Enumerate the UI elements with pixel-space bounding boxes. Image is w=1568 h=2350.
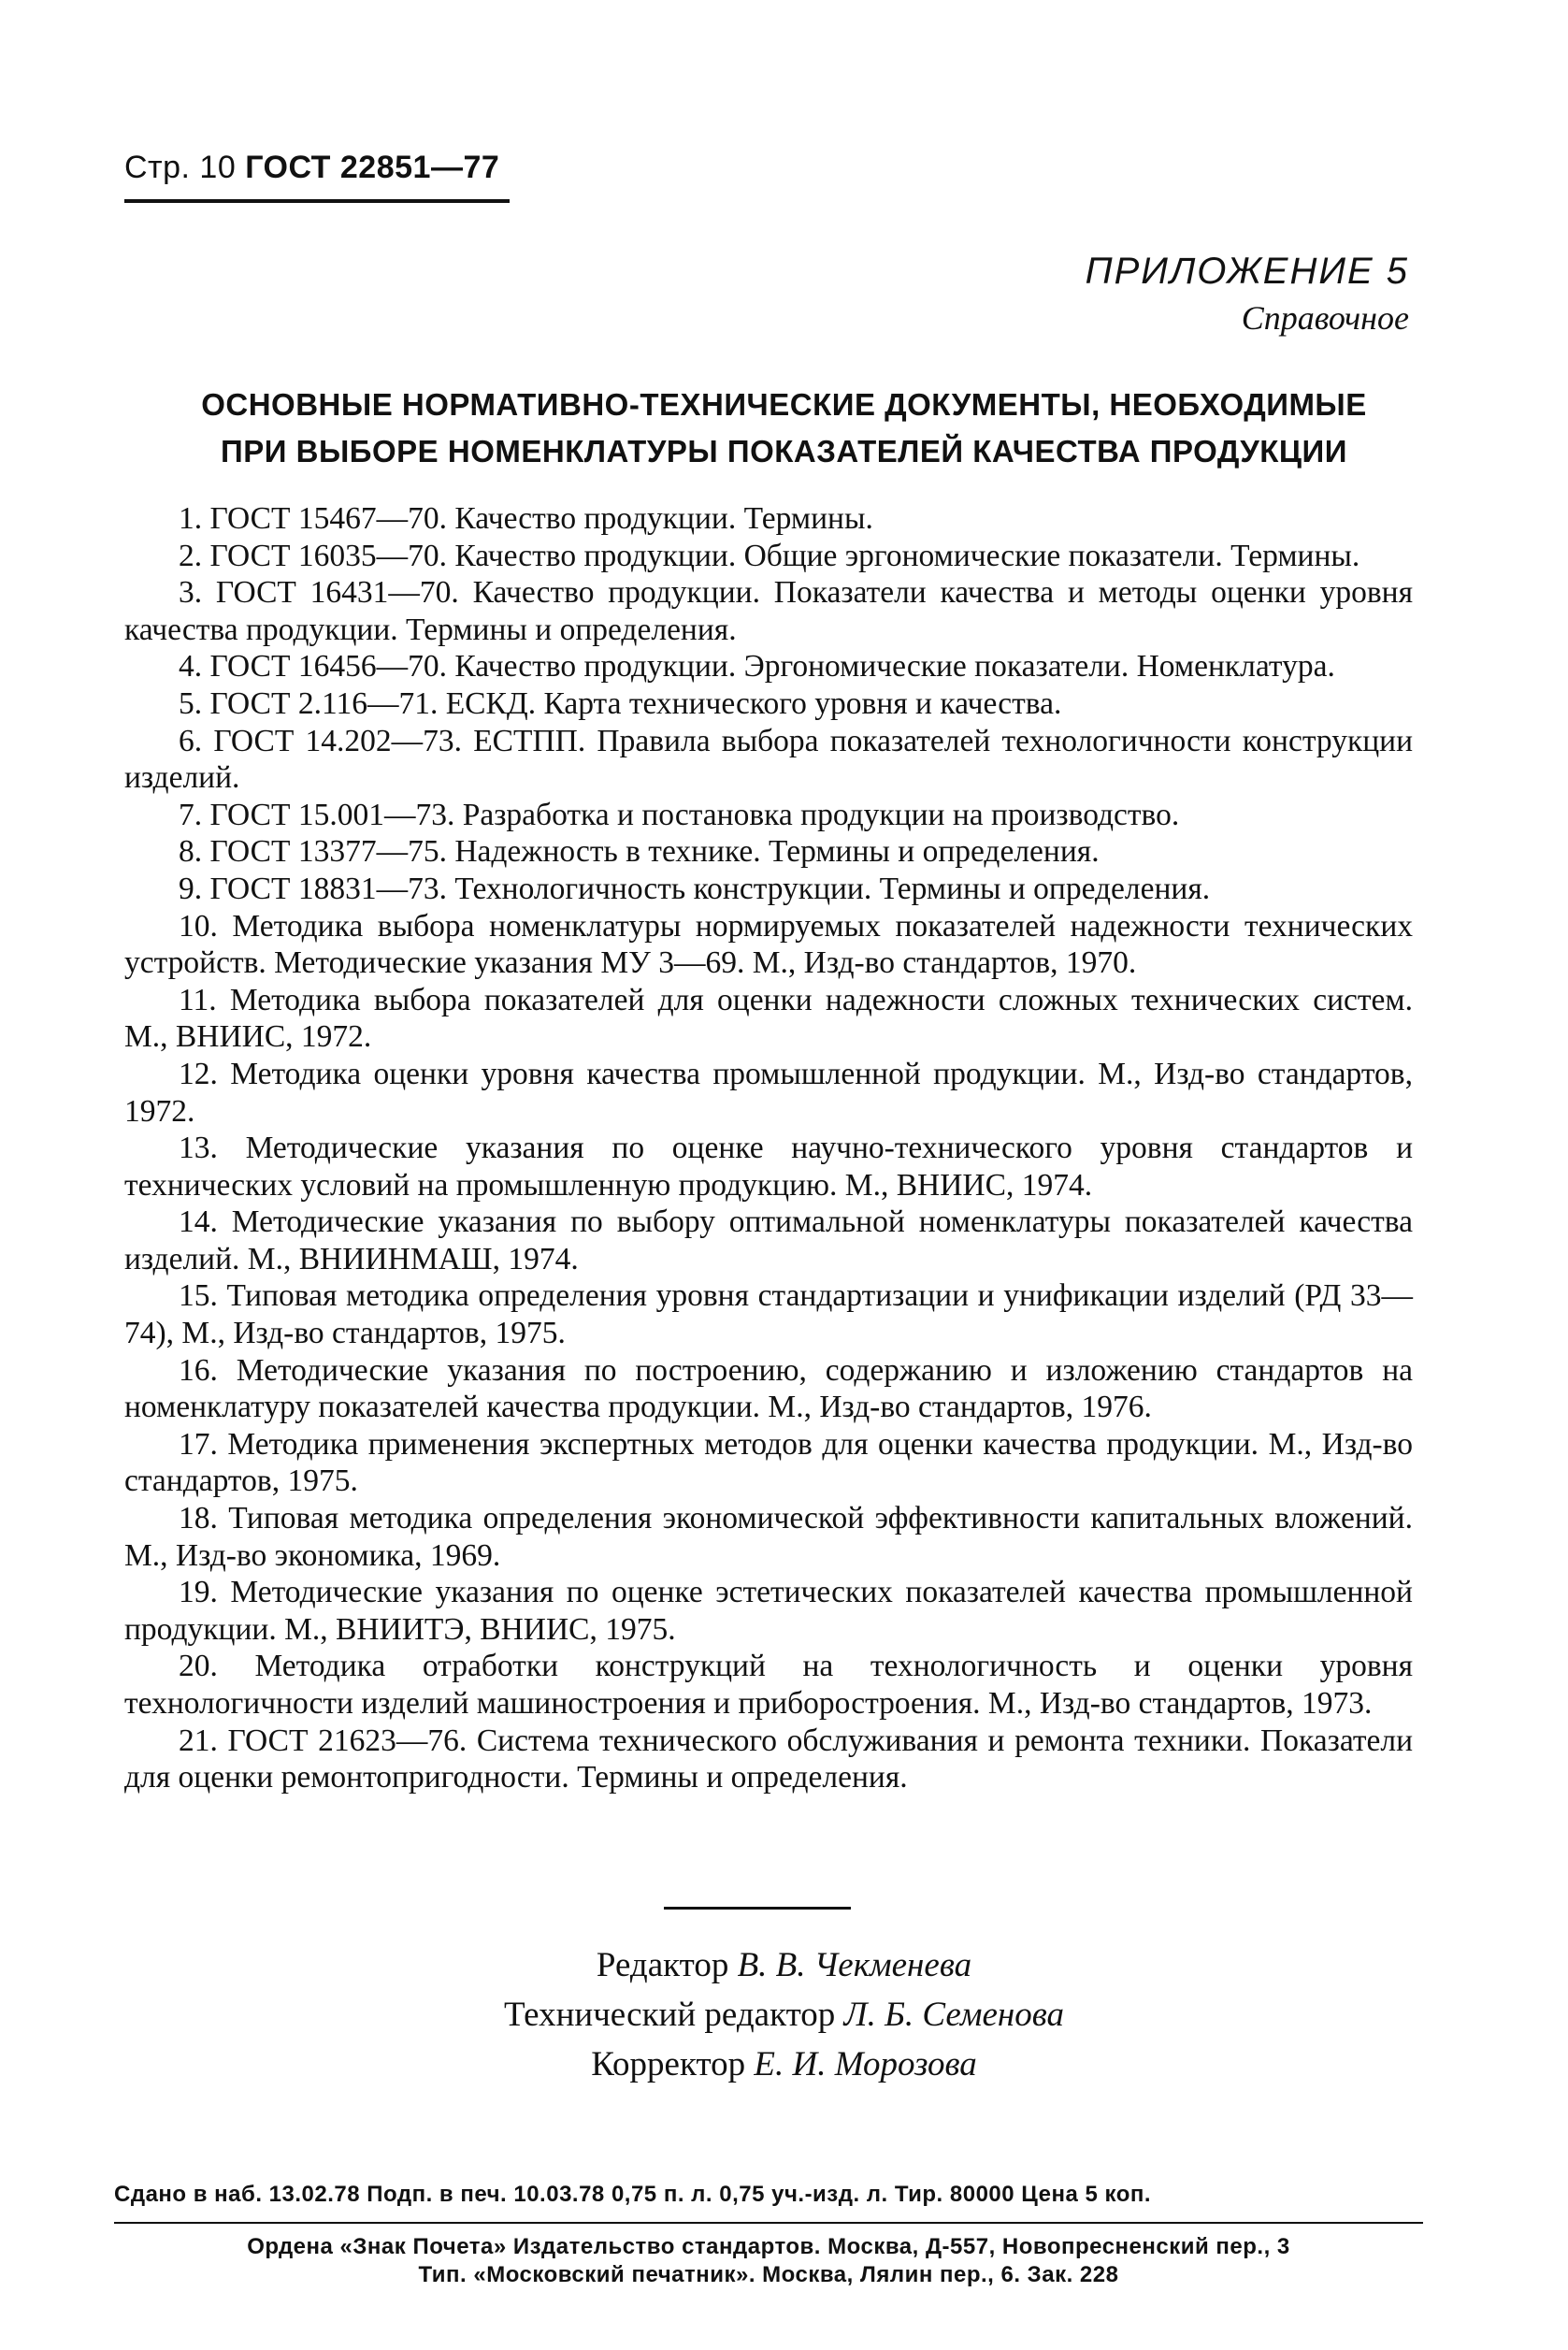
title-line-1: ОСНОВНЫЕ НОРМАТИВНО-ТЕХНИЧЕСКИЕ ДОКУМЕНТЫ, НЕОБХОДИМЫЕ [201,387,1367,422]
reference-item: 17. Методика применения экспертных методов для оценки качества продукции. М., Изд-во стандартов, 1975. [124,1426,1413,1499]
publisher-line: Ордена «Знак Почета» Издательство стандартов. Москва, Д-557, Новопресненский пер., 3 [247,2234,1290,2259]
reference-item: 20. Методика отработки конструкций на технологичность и оценки уровня технологичности изделий машиностроения и приборостроения. М., Изд-во стандартов, 1973. [124,1649,1413,1721]
appendix-number: ПРИЛОЖЕНИЕ 5 [1085,251,1409,292]
page-label: Стр. 10 [124,150,237,185]
reference-item: 5. ГОСТ 2.116—71. ЕСКД. Карта технического уровня и качества. [179,685,1062,721]
section-divider [664,1907,851,1910]
tech-editor-name: Л. Б. Семенова [843,1996,1065,2034]
header-divider [124,199,510,203]
publisher-imprint [114,2233,1423,2289]
reference-item: 18. Типовая методика определения экономической эффективности капитальных вложений. М., Изд-во экономика, 1969. [124,1501,1413,1573]
reference-item: 15. Типовая методика определения уровня стандартизации и унификации изделий (РД 33—74), М., Изд-во стандартов, 1975. [124,1278,1413,1351]
reference-item: 13. Методические указания по оценке научно-технического уровня стандартов и технических условий на промышленную продукцию. М., ВНИИС, 1974. [124,1131,1413,1203]
tech-editor-role: Технический редактор [503,1996,836,2034]
reference-item: 6. ГОСТ 14.202—73. ЕСТПП. Правила выбора показателей технологичности конструкции изделий. [124,723,1413,796]
reference-item: 16. Методические указания по построению, содержанию и изложению стандартов на номенклатуру показателей качества продукции. М., Изд-во стандартов, 1976. [124,1352,1413,1425]
title-line-2: ПРИ ВЫБОРЕ НОМЕНКЛАТУРЫ ПОКАЗАТЕЛЕЙ КАЧЕСТВА ПРОДУКЦИИ [221,434,1347,469]
standard-number: ГОСТ 22851—77 [245,150,500,185]
proofreader-line [281,2040,1287,2089]
document-title [140,382,1428,475]
editor-line [281,1940,1287,1990]
reference-item: 10. Методика выбора номенклатуры нормируемых показателей надежности технических устройств. Методические указания МУ 3—69. М., Изд-во стандартов, 1970. [124,908,1413,981]
reference-item: 2. ГОСТ 16035—70. Качество продукции. Общие эргономические показатели. Термины. [179,538,1360,573]
reference-item: 14. Методические указания по выбору оптимальной номенклатуры показателей качества изделий. М., ВНИИНМАШ, 1974. [124,1204,1413,1276]
proofreader-name: Е. И. Морозова [754,2045,977,2083]
reference-item: 8. ГОСТ 13377—75. Надежность в технике. Термины и определения. [179,834,1100,870]
running-header [124,150,499,186]
printer-line: Тип. «Московский печатник». Москва, Лялин пер., 6. Зак. 228 [418,2262,1119,2287]
reference-item: 19. Методические указания по оценке эстетических показателей качества промышленной продукции. М., ВНИИТЭ, ВНИИС, 1975. [124,1575,1413,1647]
reference-item: 9. ГОСТ 18831—73. Технологичность конструкции. Термины и определения. [179,871,1211,906]
editor-name: В. В. Чекменева [737,1946,972,1984]
production-imprint: Сдано в наб. 13.02.78 Подп. в печ. 10.03.78 0,75 п. л. 0,75 уч.-изд. л. Тир. 80000 Цена 5 коп. [114,2182,1152,2207]
tech-editor-line [281,1990,1287,2040]
reference-item: 3. ГОСТ 16431—70. Качество продукции. Показатели качества и методы оценки уровня качества продукции. Термины и определения. [124,575,1413,647]
imprint-divider [114,2222,1423,2224]
reference-item: 11. Методика выбора показателей для оценки надежности сложных технических систем. М., ВНИИС, 1972. [124,982,1413,1055]
appendix-label [1086,251,1409,338]
editor-role: Редактор [596,1946,729,1984]
reference-item: 1. ГОСТ 15467—70. Качество продукции. Термины. [179,501,873,536]
reference-item: 21. ГОСТ 21623—76. Система технического обслуживания и ремонта техники. Показатели для оценки ремонтопригодности. Термины и определения. [124,1723,1413,1795]
reference-list [124,500,1413,1796]
proofreader-role: Корректор [591,2045,746,2083]
credits-block [281,1940,1287,2089]
reference-item: 7. ГОСТ 15.001—73. Разработка и постановка продукции на производство. [179,797,1180,832]
reference-item: 4. ГОСТ 16456—70. Качество продукции. Эргономические показатели. Номенклатура. [179,649,1335,685]
reference-item: 12. Методика оценки уровня качества промышленной продукции. М., Изд-во стандартов, 1972. [124,1056,1413,1129]
appendix-type: Справочное [1241,299,1409,337]
